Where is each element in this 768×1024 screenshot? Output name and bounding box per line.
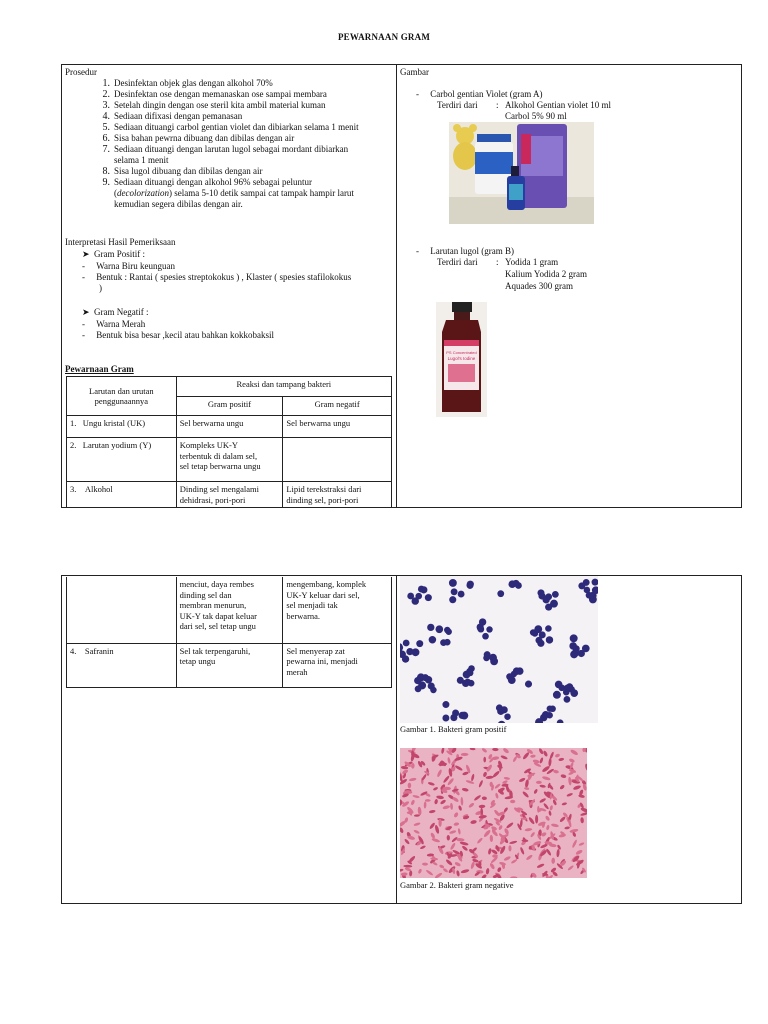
bacillus-cell: [436, 769, 442, 778]
coccus-cell: [422, 674, 429, 681]
bacillus-cell: [458, 805, 463, 811]
prosedur-heading: Prosedur: [65, 67, 97, 77]
gram-positif-label: ➤ Gram Positif :: [82, 249, 146, 259]
bacillus-cell: [580, 817, 584, 823]
bacillus-cell: [459, 841, 468, 846]
bacillus-cell: [504, 828, 510, 835]
bacillus-cell: [479, 805, 486, 809]
table-row: menciut, daya rembes dinding sel dan membran menurun, UK-Y tak dapat keluar dari sel, sel tetap ungu mengembang, komplek UK-Y keluar dari sel, sel menjadi tak berwarna.: [67, 577, 392, 643]
bacillus-cell: [456, 870, 460, 877]
negatif-item-color: - Warna Merah: [82, 319, 146, 329]
bacillus-cell: [430, 832, 436, 839]
bacillus-cell: [551, 858, 555, 864]
bacillus-cell: [538, 748, 544, 755]
step-text: Sisa bahan pewrna dibuang dan dibilas dengan air: [114, 133, 295, 143]
coccus-cell: [546, 636, 553, 643]
bacillus-cell: [476, 837, 483, 844]
bacillus-cell: [522, 791, 530, 799]
bacillus-cell: [433, 786, 439, 791]
caption-gram-positive: Gambar 1. Bakteri gram positif: [400, 724, 507, 734]
bacillus-cell: [539, 784, 546, 788]
bottles-illustration: [449, 122, 594, 224]
interpretasi-heading: Interpretasi Hasil Pemeriksaan: [65, 237, 176, 247]
bacillus-cell: [530, 831, 536, 837]
coccus-cell: [420, 586, 427, 593]
header-reaksi: Reaksi dan tampang bakteri: [176, 377, 391, 397]
bacillus-cell: [449, 830, 457, 835]
coccus-cell: [430, 687, 436, 693]
bacillus-cell: [499, 845, 506, 854]
svg-text:Lugol's Iodine: Lugol's Iodine: [447, 356, 476, 361]
svg-text:PS Concentrated: PS Concentrated: [446, 350, 477, 355]
coccus-cell: [490, 657, 498, 665]
bacillus-cell: [558, 757, 564, 761]
coccus-cell: [449, 579, 457, 587]
bacillus-cell: [524, 828, 532, 832]
coccus-cell: [450, 714, 457, 721]
gram-stain-table-continued: [66, 577, 392, 688]
arrow-bullet-icon: ➤: [82, 307, 90, 317]
coccus-cell: [506, 673, 513, 680]
bacillus-cell: [417, 807, 422, 816]
bacillus-cell: [412, 795, 420, 799]
coccus-cell: [537, 589, 544, 596]
coccus-cell: [545, 593, 552, 600]
coccus-cell: [563, 689, 570, 696]
bacillus-cell: [470, 820, 477, 825]
coccus-cell: [427, 624, 434, 631]
bacillus-cell: [575, 849, 583, 856]
bacillus-cell: [450, 842, 457, 850]
table-row: 2. Larutan yodium (Y) Kompleks UK-Y terbentuk di dalam sel, sel tetap berwarna ungu: [67, 438, 392, 482]
coccus-cell: [515, 582, 522, 589]
bacillus-cell: [553, 769, 559, 773]
coccus-cell: [582, 645, 590, 653]
table-row: 1. Ungu kristal (UK) Sel berwarna ungu Sel berwarna ungu: [67, 416, 392, 438]
bacillus-cell: [580, 812, 587, 817]
gram-b-label: Terdiri dari: [437, 257, 478, 267]
prosedur-step: [96, 100, 325, 111]
bacillus-cell: [442, 868, 448, 874]
bacillus-cell: [567, 865, 574, 871]
bacillus-cell: [429, 809, 436, 813]
coccus-cell: [534, 625, 542, 633]
coccus-cell: [449, 596, 456, 603]
step-number: 7.: [102, 144, 110, 155]
coccus-cell: [564, 696, 571, 703]
bacillus-cell: [422, 863, 428, 866]
step-number: 3.: [102, 100, 110, 111]
bacillus-cell: [462, 771, 469, 776]
bacillus-cell: [461, 753, 469, 756]
coccus-cell: [557, 719, 564, 723]
header-larutan: Larutan dan urutan penggunaannya: [67, 377, 177, 416]
coccus-cell: [537, 640, 544, 647]
gram-negatif-label: ➤ Gram Negatif :: [82, 307, 149, 317]
bacillus-cell: [582, 783, 587, 791]
bacillus-cell: [478, 815, 487, 819]
bacillus-cell: [535, 815, 538, 824]
step-text: Setelah dingin dengan ose steril kita ambil material kuman: [114, 100, 326, 110]
coccus-cell: [483, 655, 490, 662]
bacillus-cell: [408, 855, 416, 864]
coccus-cell: [592, 579, 598, 586]
bacillus-cell: [510, 876, 517, 878]
bacillus-cell: [548, 758, 552, 767]
bacillus-cell: [413, 822, 420, 827]
bacillus-cell: [411, 763, 415, 769]
bacillus-cell: [510, 800, 515, 804]
coccus-cell: [482, 633, 489, 640]
gambar-heading: Gambar: [400, 67, 429, 77]
bacillus-cell: [543, 750, 549, 757]
bacillus-cell: [481, 748, 487, 753]
bacillus-cell: [526, 854, 534, 861]
bacillus-cell: [490, 835, 494, 842]
bacillus-cell: [559, 816, 566, 823]
bacillus-cell: [482, 796, 487, 800]
coccus-cell: [468, 680, 475, 687]
bacillus-cell: [506, 822, 514, 829]
coccus-cell: [498, 721, 506, 723]
bacillus-cell: [470, 748, 476, 750]
prosedur-step: [96, 144, 348, 155]
bacillus-cell: [569, 758, 576, 763]
bacillus-cell: [489, 862, 496, 870]
step-number: 2.: [102, 89, 110, 100]
negatif-item-shape: - Bentuk bisa besar ,kecil atau bahkan kokkobaksil: [82, 330, 274, 340]
bacillus-cell: [420, 845, 426, 850]
bacillus-cell: [525, 779, 530, 788]
gram-b-item: Yodida 1 gram: [505, 257, 559, 267]
bacillus-cell: [450, 803, 453, 810]
page-title: PEWARNAAN GRAM: [337, 32, 431, 42]
step-text: Desinfektan ose dengan memanaskan ose sampai membara: [114, 89, 327, 99]
coccus-cell: [552, 591, 559, 598]
bacillus-cell: [465, 780, 474, 785]
coccus-cell: [407, 593, 414, 600]
gram-a-colon: :: [496, 100, 499, 110]
prosedur-step-cont: (decolorization) selama 5-10 detik sampai cat tampak hampir larut: [114, 188, 354, 198]
bacillus-cell: [453, 822, 459, 826]
coccus-cell: [584, 587, 591, 594]
table-row: 4. Safranin Sel tak terpengaruhi, tetap ungu Sel menyerap zat pewarna ini, menjadi merah: [67, 643, 392, 687]
bacillus-cell: [494, 783, 501, 789]
gram-stain-table: [66, 376, 392, 507]
bacillus-cell: [401, 872, 408, 876]
bacillus-cell: [468, 802, 475, 808]
gram-b-item: Kalium Yodida 2 gram: [505, 269, 587, 279]
gram-a-label: Terdiri dari: [437, 100, 478, 110]
bacillus-cell: [488, 848, 492, 855]
bacillus-cell: [551, 823, 559, 828]
bacillus-cell: [578, 842, 584, 846]
positif-item-shape: - Bentuk : Rantai ( spesies streptokokus ) , Klaster ( spesies stafilokokus: [82, 272, 352, 282]
coccus-cell: [497, 708, 504, 715]
coccus-cell: [416, 640, 423, 647]
step-number: 1.: [102, 78, 110, 89]
coccus-cell: [451, 588, 458, 595]
coccus-cell: [425, 594, 432, 601]
bacillus-cell: [557, 844, 562, 850]
prosedur-step: [96, 78, 273, 89]
bacillus-cell: [454, 861, 461, 867]
bacillus-cell: [454, 765, 463, 772]
header-gram-positif: Gram positif: [176, 397, 283, 416]
step-text: Sediaan dituangi dengan larutan lugol sebagai mordant dibiarkan: [114, 144, 349, 154]
bacillus-cell: [453, 812, 459, 818]
coccus-cell: [460, 712, 468, 720]
bacillus-cell: [528, 816, 535, 824]
bacillus-cell: [545, 848, 551, 856]
caption-gram-negative: Gambar 2. Bakteri gram negative: [400, 880, 514, 890]
coccus-cell: [429, 636, 437, 644]
coccus-cell: [525, 681, 532, 688]
bacillus-cell: [559, 784, 565, 790]
coccus-cell: [504, 713, 510, 719]
prosedur-step: [96, 111, 242, 122]
coccus-cell: [545, 625, 552, 632]
bacillus-cell: [555, 753, 561, 758]
top-section-divider: [396, 64, 397, 508]
pewarnaan-heading: Pewarnaan Gram: [65, 364, 134, 374]
bacillus-cell: [503, 855, 511, 861]
bacillus-cell: [428, 781, 435, 786]
bacillus-cell: [458, 828, 461, 835]
bottom-section-divider: [396, 575, 397, 904]
coccus-cell: [406, 648, 413, 655]
gram-b-title: - Larutan lugol (gram B): [416, 246, 514, 256]
header-gram-negatif: Gram negatif: [283, 397, 392, 416]
bacillus-cell: [473, 794, 481, 801]
gram-b-colon: :: [496, 257, 499, 267]
step-number: 8.: [102, 166, 110, 177]
bacillus-cell: [400, 868, 404, 872]
gram-a-item: Carbol 5% 90 ml: [505, 111, 567, 121]
bacillus-cell: [404, 838, 410, 845]
bacillus-cell: [409, 870, 412, 876]
bacillus-cell: [533, 788, 538, 794]
step-number: 4.: [102, 111, 110, 122]
bacillus-cell: [485, 775, 493, 779]
bacillus-cell: [447, 835, 450, 841]
gram-negative-bacilli: [400, 748, 587, 878]
bacillus-cell: [509, 840, 517, 844]
bacillus-cell: [530, 754, 536, 758]
bacillus-cell: [456, 838, 465, 842]
bacillus-cell: [519, 847, 524, 855]
prosedur-step: [96, 122, 359, 133]
coccus-cell: [444, 627, 450, 633]
bacillus-cell: [421, 773, 427, 781]
bacillus-cell: [539, 797, 547, 803]
bacillus-cell: [504, 777, 511, 781]
gram-a-item: Alkohol Gentian violet 10 ml: [505, 100, 611, 110]
bacillus-cell: [413, 829, 420, 834]
prosedur-step: [96, 166, 262, 177]
prosedur-step-cont: selama 1 menit: [114, 155, 169, 165]
bacillus-cell: [429, 822, 436, 830]
bacillus-cell: [430, 857, 438, 860]
lugol-bottle-illustration: [436, 302, 487, 417]
bacillus-cell: [539, 757, 544, 764]
bacillus-cell: [545, 815, 551, 821]
bacillus-cell: [511, 859, 518, 865]
lugol-bottle-photo: [436, 302, 487, 417]
bacillus-cell: [502, 748, 509, 754]
bacillus-cell: [442, 805, 450, 810]
bacillus-cell: [500, 755, 508, 760]
bacillus-cell: [445, 859, 453, 867]
step-text: Sisa lugol dibuang dan dibilas dengan air: [114, 166, 263, 176]
bacillus-cell: [439, 864, 445, 869]
bacillus-cell: [492, 748, 499, 751]
coccus-cell: [403, 640, 410, 647]
step-text: Sediaan difixasi dengan pemanasan: [114, 111, 243, 121]
bacillus-cell: [460, 797, 463, 806]
gram-b-item: Aquades 300 gram: [505, 281, 573, 291]
coccus-cell: [508, 580, 516, 588]
bacillus-cell: [518, 777, 525, 783]
bacillus-cell: [561, 802, 567, 806]
bacillus-cell: [424, 801, 427, 808]
bacillus-cell: [461, 845, 468, 851]
coccus-cell: [466, 582, 473, 589]
bacillus-cell: [522, 751, 530, 760]
step-number: 9.: [102, 177, 110, 188]
gram-negative-micrograph: [400, 748, 587, 878]
bacillus-cell: [431, 838, 440, 844]
bacillus-cell: [434, 825, 440, 835]
table-row: 3. Alkohol Dinding sel mengalami dehidrasi, pori-pori Lipid terekstraksi dari dinding sel, pori-pori: [67, 482, 392, 508]
bacillus-cell: [471, 774, 475, 782]
positif-item-color: - Warna Biru keunguan: [82, 261, 175, 271]
bacillus-cell: [408, 783, 412, 789]
bacillus-cell: [447, 757, 451, 764]
bacillus-cell: [481, 874, 487, 878]
prosedur-step-cont: kemudian segera dibilas dengan air.: [114, 199, 243, 209]
bacillus-cell: [524, 787, 529, 790]
coccus-cell: [458, 591, 465, 598]
bacillus-cell: [436, 795, 444, 799]
bacillus-cell: [478, 780, 484, 788]
coccus-cell: [478, 626, 485, 633]
bacillus-cell: [564, 826, 570, 830]
bacillus-cell: [441, 748, 445, 754]
coccus-cell: [553, 691, 561, 699]
bacillus-cell: [548, 810, 552, 816]
step-text: Sediaan dituangi dengan alkohol 96% sebagai peluntur: [114, 177, 312, 187]
bacillus-cell: [462, 787, 469, 792]
arrow-bullet-icon: ➤: [82, 249, 90, 259]
bacillus-cell: [434, 799, 438, 805]
coccus-cell: [435, 625, 443, 633]
coccus-cell: [542, 711, 549, 718]
bacillus-cell: [560, 774, 566, 779]
bacillus-cell: [470, 861, 475, 869]
step-number: 5.: [102, 122, 110, 133]
bacillus-cell: [536, 863, 544, 869]
coccus-cell: [545, 604, 552, 611]
step-text: Desinfektan objek glas dengan alkohol 70%: [114, 78, 273, 88]
bacillus-cell: [418, 868, 423, 874]
coccus-cell: [479, 618, 486, 625]
prosedur-step: [96, 177, 312, 188]
prosedur-step: [96, 133, 294, 144]
bacillus-cell: [483, 757, 486, 763]
bacillus-cell: [401, 766, 409, 770]
bacillus-cell: [556, 849, 560, 857]
bacillus-cell: [536, 781, 542, 784]
bacillus-cell: [485, 868, 489, 875]
bacillus-cell: [400, 827, 404, 834]
bacillus-cell: [573, 785, 582, 791]
coccus-cell: [442, 701, 449, 708]
coccus-cell: [415, 685, 422, 692]
bacillus-cell: [568, 777, 572, 786]
coccus-cell: [516, 667, 523, 674]
bacillus-cell: [571, 839, 577, 848]
coccus-cell: [549, 706, 556, 713]
bacillus-cell: [570, 749, 579, 756]
coccus-cell: [467, 670, 473, 676]
coccus-cell: [442, 715, 449, 722]
bacillus-cell: [542, 776, 551, 781]
gram-positive-cocci: [400, 576, 598, 723]
coccus-cell: [457, 677, 464, 684]
gram-positive-micrograph: [400, 576, 598, 723]
bacillus-cell: [497, 867, 502, 873]
coccus-cell: [570, 689, 578, 697]
coccus-cell: [573, 645, 580, 652]
bacillus-cell: [566, 792, 573, 797]
gentian-violet-photo: [449, 122, 594, 224]
bacillus-cell: [495, 793, 499, 799]
bacillus-cell: [403, 865, 412, 868]
bacillus-cell: [400, 799, 402, 805]
bacillus-cell: [460, 869, 469, 874]
positif-item-shape-cont: ): [99, 283, 102, 293]
bacillus-cell: [425, 869, 433, 876]
bacillus-cell: [546, 825, 550, 831]
coccus-cell: [444, 639, 451, 646]
bacillus-cell: [434, 872, 443, 878]
italic-term: decolorization: [117, 188, 169, 198]
bacillus-cell: [409, 777, 417, 781]
bacillus-cell: [549, 805, 553, 811]
bacillus-cell: [410, 799, 415, 805]
bacillus-cell: [585, 763, 587, 771]
step-number: 6.: [102, 133, 110, 144]
coccus-cell: [486, 626, 492, 632]
prosedur-step: [96, 89, 327, 100]
bacillus-cell: [425, 799, 431, 802]
coccus-cell: [497, 590, 504, 597]
gram-a-title: - Carbol gentian Violet (gram A): [416, 89, 543, 99]
coccus-cell: [570, 634, 578, 642]
step-text: Sediaan dituangi carbol gentian violet dan dibiarkan selama 1 menit: [114, 122, 359, 132]
bacillus-cell: [508, 845, 511, 851]
bacillus-cell: [440, 799, 447, 805]
